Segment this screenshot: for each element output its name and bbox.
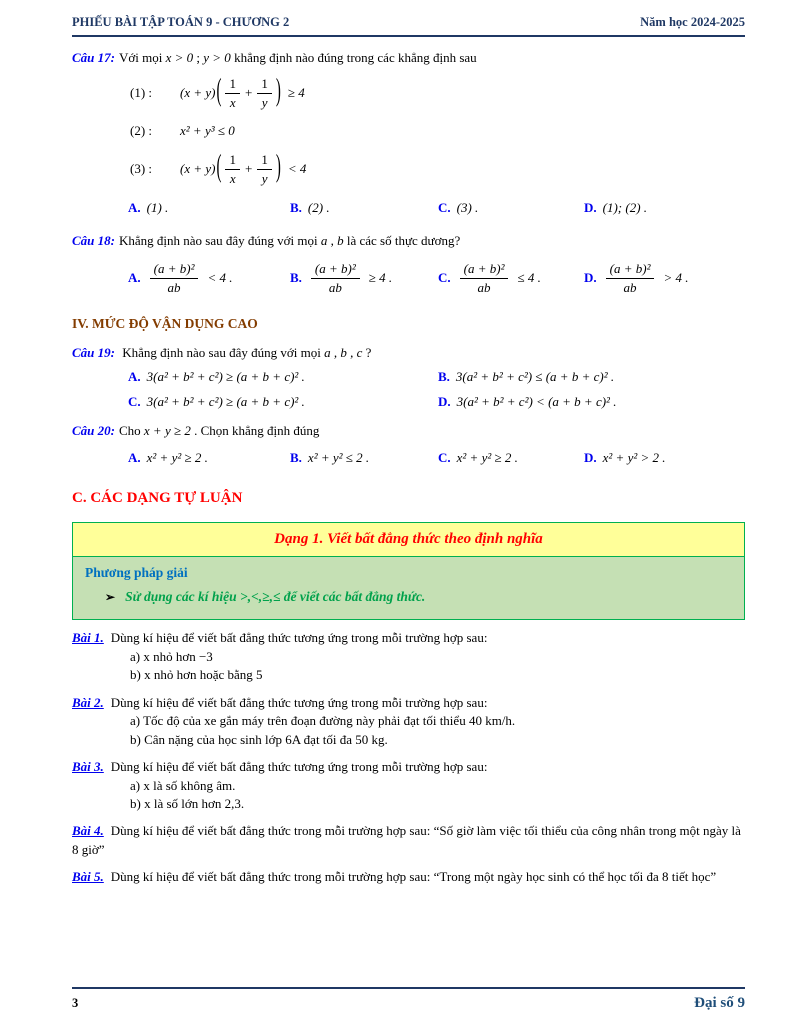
exercise-1-text: Dùng kí hiệu để viết bất đẳng thức tương ứng trong mỗi trường hợp sau: — [110, 630, 488, 646]
option-d — [584, 200, 745, 216]
option-text: (3) . — [456, 199, 479, 215]
fraction-numerator: 1 — [225, 152, 240, 170]
fraction-denominator: x — [229, 170, 236, 186]
statement-1-formula — [180, 76, 305, 109]
option-comparison: < 4 . — [207, 269, 233, 285]
question-18 — [72, 232, 745, 251]
exercise-4-label: Bài 4. — [72, 823, 104, 839]
option-expression: 3(a² + b² + c²) ≤ (a + b + c)² . — [455, 368, 615, 384]
option-letter: D. — [584, 199, 597, 215]
fraction-denominator: x — [229, 94, 236, 110]
question-19 — [72, 344, 745, 363]
option-letter: D. — [438, 393, 451, 409]
exercise-item-b: b) x nhỏ hơn hoặc bằng 5 — [130, 667, 263, 683]
question-19-text-1: Khẳng định nào sau đây đúng với mọi — [118, 344, 325, 360]
option-letter: B. — [438, 368, 450, 384]
option-fraction — [606, 261, 655, 294]
option-letter: B. — [290, 199, 302, 215]
fraction-numerator: 1 — [257, 76, 272, 94]
statement-1-prefix: (x + y) — [180, 84, 216, 100]
question-17-options — [128, 200, 745, 216]
header-school-year: Năm học 2024-2025 — [640, 15, 745, 29]
exercise-1-items — [130, 648, 745, 685]
statement-1 — [130, 72, 745, 114]
question-17 — [72, 49, 745, 68]
question-17-label: Câu 17: — [72, 50, 115, 65]
exercise-3-label: Bài 3. — [72, 759, 104, 775]
method-label: Phương pháp giải — [85, 565, 188, 581]
option-a — [128, 200, 290, 216]
dang-1-box — [72, 522, 745, 620]
exercise-5-text: Dùng kí hiệu để viết bất đẳng thức trong mỗi trường hợp sau: “Trong một ngày học sinh có thể học tối đa 8 tiết học” — [110, 869, 717, 885]
question-20 — [72, 422, 745, 441]
section-heading-level-4: IV. MỨC ĐỘ VẬN DỤNG CAO — [72, 315, 258, 331]
option-c — [438, 261, 584, 294]
question-18-options — [128, 255, 745, 301]
option-a — [128, 450, 290, 466]
arrow-bullet-icon: ➢ — [105, 590, 116, 605]
fraction-numerator: (a + b)² — [606, 261, 655, 279]
option-letter: A. — [128, 450, 141, 466]
option-letter: A. — [128, 269, 141, 285]
fraction-1-over-y — [257, 152, 272, 185]
close-paren: ) — [275, 150, 281, 185]
option-letter: A. — [128, 368, 141, 384]
option-expression: x² + y² ≤ 2 . — [307, 450, 370, 466]
exercise-3-items — [130, 777, 745, 814]
option-comparison: > 4 . — [663, 269, 689, 285]
option-expression: x² + y² ≥ 2 . — [456, 450, 518, 466]
question-18-text-1: Khẳng định nào sau đây đúng với mọi — [118, 232, 321, 248]
option-letter: C. — [128, 393, 141, 409]
plus-sign: + — [244, 84, 253, 100]
section-heading-essay: C. CÁC DẠNG TỰ LUẬN — [72, 490, 243, 507]
question-18-label: Câu 18: — [72, 232, 115, 248]
footer-subject: Đại số 9 — [694, 995, 745, 1011]
statement-2 — [130, 118, 745, 144]
question-20-math-1: x + y ≥ 2 — [143, 422, 191, 438]
option-letter: C. — [438, 199, 451, 215]
option-b — [290, 200, 438, 216]
question-19-text-2: ? — [362, 344, 372, 360]
option-c — [438, 450, 584, 466]
statement-3-label: (3) : — [130, 160, 153, 176]
question-17-sep: ; — [193, 50, 204, 65]
page-footer — [72, 987, 745, 1012]
exercise-item-a: a) x là số không âm. — [130, 777, 236, 793]
question-17-text-2: khẳng định nào đúng trong các khẳng định sau — [230, 50, 477, 65]
statement-3-formula — [180, 152, 306, 185]
page-number: 3 — [72, 996, 79, 1010]
option-fraction — [460, 261, 509, 294]
fraction-numerator: 1 — [257, 152, 272, 170]
fraction-numerator: 1 — [225, 76, 240, 94]
option-fraction — [150, 261, 199, 294]
dang-1-method-panel — [73, 557, 744, 619]
method-line — [105, 589, 732, 605]
option-fraction — [311, 261, 360, 294]
option-letter: A. — [128, 199, 141, 215]
question-19-label: Câu 19: — [72, 344, 115, 360]
question-18-text-2: là các số thực dương? — [343, 232, 461, 248]
statement-2-expression: x² + y³ ≤ 0 — [180, 122, 235, 138]
statement-3-comparison: < 4 — [287, 160, 307, 176]
exercise-3 — [72, 758, 745, 813]
question-17-math-2: y > 0 — [203, 50, 231, 65]
exercise-2-items — [130, 712, 745, 749]
option-c — [128, 394, 438, 410]
option-letter: B. — [290, 269, 302, 285]
option-comparison: ≤ 4 . — [517, 269, 541, 285]
exercise-5 — [72, 868, 745, 886]
question-17-statements — [130, 72, 745, 190]
option-a — [128, 369, 438, 385]
question-17-text-1: Với mọi — [118, 50, 166, 65]
open-paren: ( — [216, 74, 222, 109]
option-a — [128, 261, 290, 294]
method-text: Sử dụng các kí hiệu >,<,≥,≤ để viết các bất đẳng thức. — [125, 589, 426, 605]
exercise-item-b: b) x là số lớn hơn 2,3. — [130, 796, 245, 811]
page-header — [72, 15, 745, 37]
exercise-item-a: a) Tốc độ của xe gắn máy trên đoạn đường này phải đạt tối thiểu 40 km/h. — [130, 713, 516, 729]
option-expression: 3(a² + b² + c²) ≥ (a + b + c)² . — [146, 393, 305, 409]
open-paren: ( — [216, 150, 222, 185]
fraction-denominator: ab — [328, 279, 342, 295]
fraction-1-over-y — [257, 76, 272, 109]
option-expression: 3(a² + b² + c²) ≥ (a + b + c)² . — [146, 368, 305, 384]
question-20-label: Câu 20: — [72, 422, 115, 438]
plus-sign: + — [244, 160, 253, 176]
question-18-math-1: a , b — [320, 232, 344, 248]
page-content — [72, 49, 745, 887]
option-d — [438, 394, 745, 410]
exercise-1 — [72, 629, 745, 684]
statement-1-comparison: ≥ 4 — [287, 84, 305, 100]
question-19-options — [128, 369, 745, 410]
fraction-denominator: y — [261, 170, 268, 186]
exercise-4-text: Dùng kí hiệu để viết bất đẳng thức trong mỗi trường hợp sau: “Số giờ làm việc tối thiểu của công nhân trong một ngày là 8 giờ” — [72, 823, 741, 857]
option-letter: C. — [438, 450, 451, 466]
exercise-2 — [72, 694, 745, 749]
option-c — [438, 200, 584, 216]
exercise-4 — [72, 822, 745, 859]
statement-1-label: (1) : — [130, 84, 153, 100]
option-d — [584, 261, 745, 294]
statement-3 — [130, 148, 745, 190]
question-19-math-1: a , b , c — [324, 344, 363, 360]
option-b — [290, 261, 438, 294]
question-17-math-1: x > 0 — [165, 50, 194, 65]
fraction-numerator: (a + b)² — [460, 261, 509, 279]
fraction-denominator: ab — [167, 279, 181, 295]
option-letter: D. — [584, 269, 597, 285]
fraction-numerator: (a + b)² — [311, 261, 360, 279]
fraction-1-over-x — [225, 76, 240, 109]
option-comparison: ≥ 4 . — [368, 269, 393, 285]
option-text: (1); (2) . — [602, 199, 648, 215]
exercise-2-label: Bài 2. — [72, 694, 104, 710]
option-b — [438, 369, 745, 385]
option-expression: x² + y² ≥ 2 . — [146, 450, 208, 466]
question-20-text-1: Cho — [118, 422, 144, 438]
option-letter: C. — [438, 269, 451, 285]
close-paren: ) — [275, 74, 281, 109]
statement-3-prefix: (x + y) — [180, 160, 216, 176]
fraction-denominator: ab — [477, 279, 491, 295]
header-title: PHIẾU BÀI TẬP TOÁN 9 - CHƯƠNG 2 — [72, 15, 290, 29]
statement-2-label: (2) : — [130, 122, 153, 138]
option-expression: 3(a² + b² + c²) < (a + b + c)² . — [456, 393, 617, 409]
option-d — [584, 450, 745, 466]
fraction-1-over-x — [225, 152, 240, 185]
fraction-denominator: ab — [623, 279, 637, 295]
option-text: (2) . — [307, 199, 330, 215]
question-20-text-2: . Chọn khẳng định đúng — [190, 422, 320, 438]
option-text: (1) . — [146, 199, 169, 215]
exercise-2-text: Dùng kí hiệu để viết bất đẳng thức tương ứng trong mỗi trường hợp sau: — [110, 694, 488, 710]
option-letter: D. — [584, 450, 597, 466]
option-b — [290, 450, 438, 466]
exercise-3-text: Dùng kí hiệu để viết bất đẳng thức tương ứng trong mỗi trường hợp sau: — [110, 759, 488, 775]
exercise-item-a: a) x nhỏ hơn −3 — [130, 648, 213, 664]
exercise-1-label: Bài 1. — [72, 630, 104, 646]
option-letter: B. — [290, 450, 302, 466]
dang-1-title: Dạng 1. Viết bất đẳng thức theo định nghĩa — [73, 523, 744, 557]
exercise-item-b: b) Cân nặng của học sinh lớp 6A đạt tối đa 50 kg. — [130, 731, 388, 747]
question-20-options — [128, 450, 745, 466]
fraction-denominator: y — [261, 94, 268, 110]
option-expression: x² + y² > 2 . — [602, 450, 666, 466]
exercise-5-label: Bài 5. — [72, 869, 104, 885]
fraction-numerator: (a + b)² — [150, 261, 199, 279]
